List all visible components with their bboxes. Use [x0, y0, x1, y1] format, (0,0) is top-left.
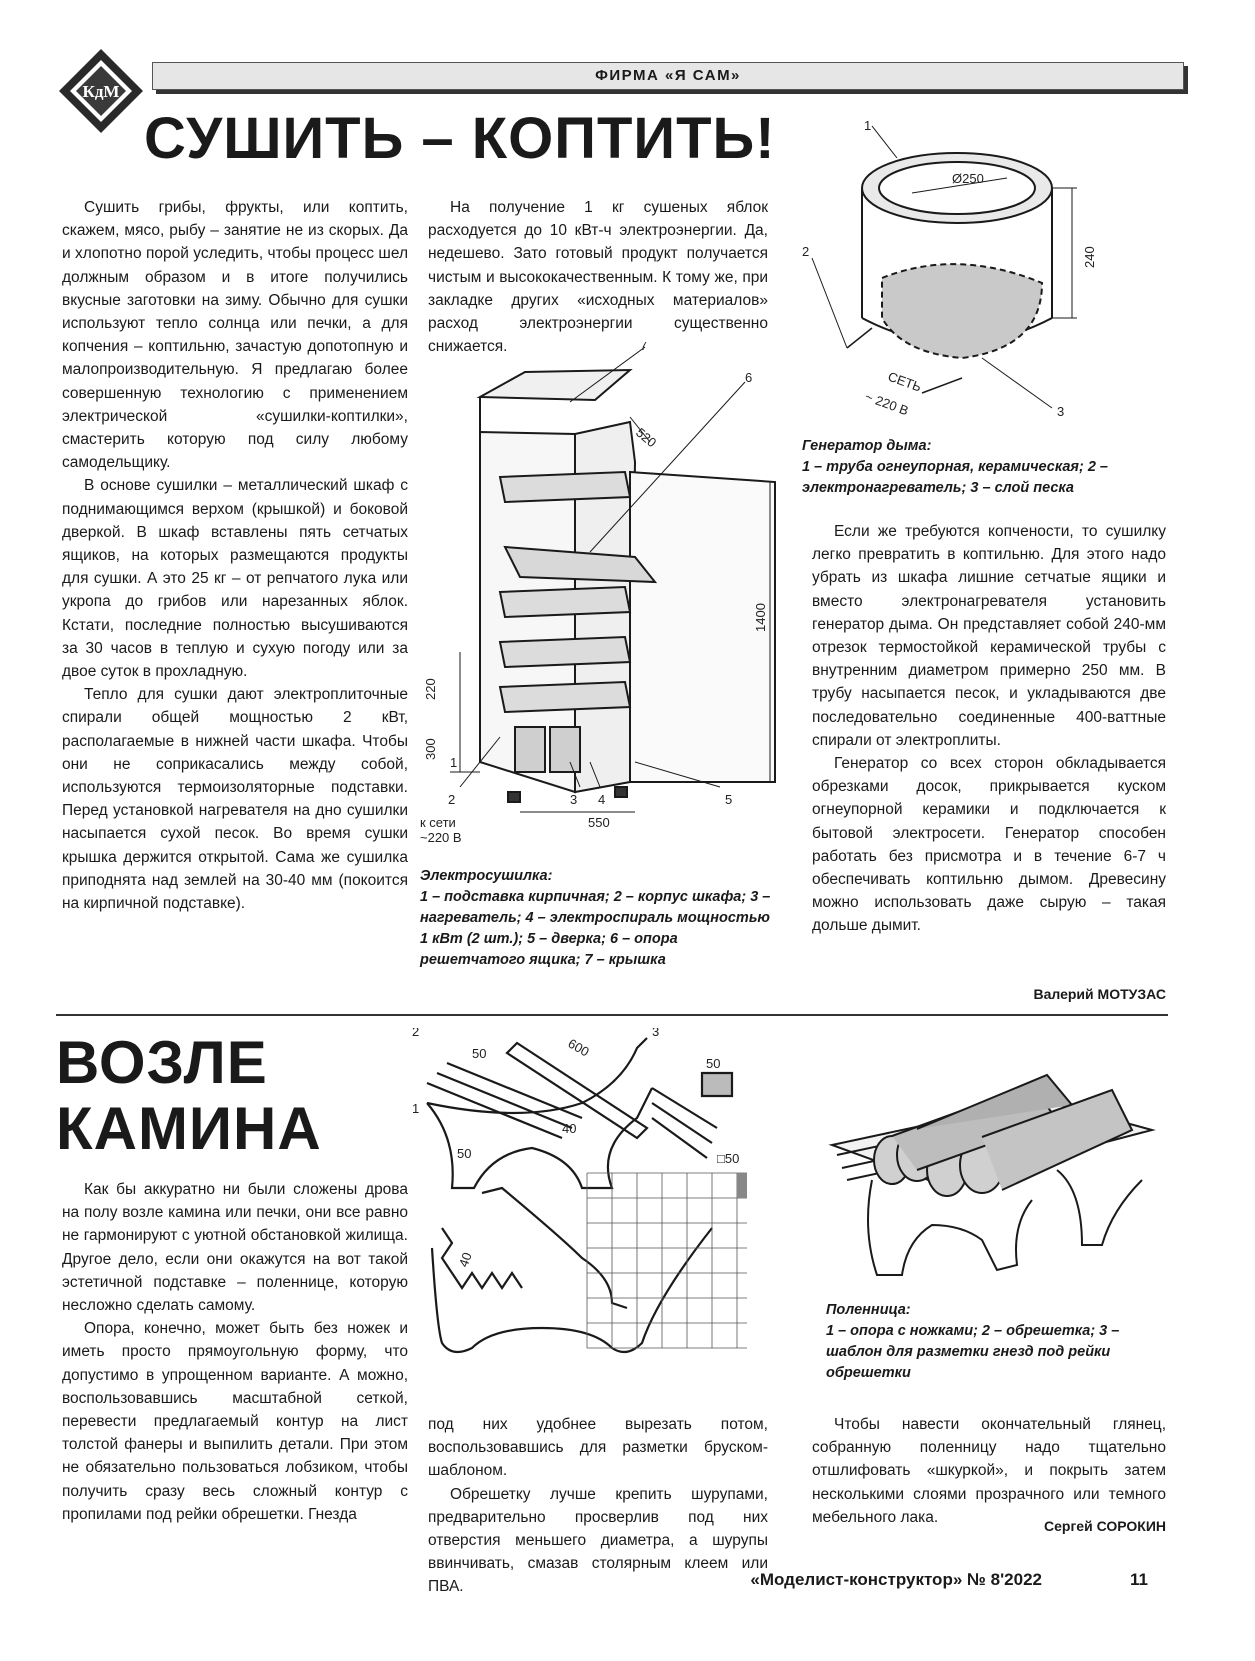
rack-dim-40b: 40 [455, 1250, 475, 1270]
rack-dim-50c: 50 [457, 1146, 472, 1161]
rack-dim-50b: 50 [706, 1056, 721, 1071]
paragraph: На получение 1 кг сушеных яблок расходуется до 10 кВт-ч электроэнергии. Да, недешево. Зато готовый продукт получается чистым и высококачественным. К тому же, при закладке других «исходных материалов» расход электроэнергии существенно снижается. [428, 199, 768, 356]
paragraph: Тепло для сушки дают электроплиточные спирали общей мощностью 2 кВт, располагаемые в нижней части шкафа. Чтобы они не соприкасались между собой, используются термоизоляторные подставки. Перед установкой нагревателя на дно сушилки насыпается сухой песок. Во время сушки крышка держится открытой. Сама же сушилка приподнята над землей на 30-40 мм (покоится на кирпичной подставке). [62, 686, 408, 913]
smoke-mains-label-1: СЕТЬ [885, 368, 924, 395]
wood-rack-drawing [412, 1028, 792, 1398]
paragraph: В основе сушилки – металлический шкаф с поднимающимся верхом (крышкой) и боковой дверкой. В шкаф вставлены пять сетчатых ящиков, на которых размещаются продукты для сушки. А это 25 кг – от репчатого лука или укропа до грибов или нарезанных яблок. Кстати, последние полностью высушиваются за 30 часов в теплую и сухую погоду или за двое суток в прохладную. [62, 477, 408, 681]
paragraph: Сушить грибы, фрукты, или коптить, скажем, мясо, рыбу – занятие не из скорых. Да и хлопотно порой уследить, чтобы процесс шел должным образом и в итоге получились вкусные заготовки на зиму. Обычно для сушки используют тепло солнца или печки, а для копчения – коптильню, зачастую допотопную и малопроизводительную. Я предлагаю более совершенную технологию с применением электрической «сушилки-коптилки», смастерить которую под силу любому самодельщику. [62, 199, 408, 472]
article1-author: Валерий МОТУЗАС [1033, 986, 1166, 1002]
smoke-callout-2: 2 [802, 244, 810, 259]
section-title-bar [152, 62, 1184, 90]
dim-220: 220 [423, 678, 438, 700]
callout-7: 7 [640, 342, 648, 353]
callout-3: 3 [570, 792, 578, 807]
smoke-mains-label-2: ~ 220 В [862, 388, 911, 419]
callout-5: 5 [725, 792, 733, 807]
rack-caption-title: Поленница: [826, 1302, 911, 1318]
rack-caption [826, 1300, 1166, 1384]
article1-column1 [62, 196, 408, 915]
dim-300: 300 [423, 738, 438, 760]
rack-caption-text: 1 – опора с ножками; 2 – обрешетка; 3 – шаблон для разметки гнезд под рейки обрешетки [826, 1323, 1120, 1381]
article-divider [56, 1014, 1168, 1016]
article2-column3 [812, 1413, 1166, 1529]
article2-title-line2: КАМИНА [56, 1095, 322, 1162]
diameter-label: Ø250 [952, 171, 984, 186]
paragraph: Опора, конечно, может быть без ножек и иметь просто прямоугольную форму, что допустимо в упрощенном варианте. А можно, воспользовавшись масштабной сеткой, перевести предлагаемый контур на лист толстой фанеры и выпилить детали. При этом не обязательно пользоваться лобзиком, чтобы получить сразу весь сложный контур с пропилами под рейки обрешетки. Гнезда [62, 1320, 408, 1523]
wood-rack-perspective [812, 1060, 1162, 1290]
paragraph: Генератор со всех сторон обкладывается обрезками досок, прикрывается куском огнеупорной керамики и подключается к бытовой электросети. Генератор способен работать без присмотра и в течение 6-7 ч обеспечивать коптильню дымом. Древесину можно использовать даже сырую – такая дольше дымит. [812, 755, 1166, 935]
article1-column2 [428, 196, 768, 358]
article2-column1 [62, 1178, 408, 1526]
paragraph: под них удобнее вырезать потом, воспользовавшись для разметки бруском-шаблоном. [428, 1416, 768, 1480]
smoke-caption-text: 1 – труба огнеупорная, керамическая; 2 – электронагреватель; 3 – слой песка [802, 459, 1108, 496]
logo-text: КдМ [82, 82, 120, 101]
dryer-drawing [420, 342, 792, 872]
rack-callout-2: 2 [412, 1028, 420, 1039]
rack-callout-1: 1 [412, 1101, 420, 1116]
mains-label-2: ~220 В [420, 830, 462, 845]
height-label: 240 [1082, 246, 1097, 268]
rack-dim-grid: □50 [717, 1151, 740, 1166]
magazine-footer: «Моделист-конструктор» № 8'2022 [750, 1570, 1042, 1589]
callout-2: 2 [448, 792, 456, 807]
paragraph: Чтобы навести окончательный глянец, собранную поленницу надо тщательно отшлифовать «шкуркой», и покрыть затем несколькими слоями прозрачного или темного мебельного лака. [812, 1416, 1166, 1526]
rack-callout-3: 3 [652, 1028, 660, 1039]
dim-520: 520 [633, 424, 660, 451]
page-number: 11 [1130, 1570, 1148, 1589]
article2-title [56, 1030, 322, 1162]
dim-550: 550 [588, 815, 610, 830]
article1-title: СУШИТЬ – КОПТИТЬ! [144, 106, 776, 171]
smoke-generator-drawing [802, 118, 1147, 428]
article2-title-line1: ВОЗЛЕ [56, 1029, 268, 1096]
article1-column3 [812, 520, 1166, 938]
callout-6: 6 [745, 370, 753, 385]
magazine-logo [56, 46, 146, 136]
rack-dim-600: 600 [565, 1035, 592, 1060]
rack-dim-40a: 40 [562, 1121, 577, 1136]
smoke-caption [802, 436, 1162, 499]
paragraph: Если же требуются копчености, то сушилку легко превратить в коптильню. Для этого надо убрать из шкафа лишние сетчатые ящики и вместо электронагревателя установить генератор дыма. Он представляет собой 240-мм отрезок термостойкой керамической трубы с внутренним диаметром примерно 250 мм. В трубу насыпается песок, и укладываются две последовательно соединенные 400-ваттные спирали от электроплиты. [812, 523, 1166, 749]
dim-1400: 1400 [753, 603, 768, 632]
smoke-callout-3: 3 [1057, 404, 1065, 419]
article2-author: Сергей СОРОКИН [1044, 1518, 1166, 1534]
paragraph: Как бы аккуратно ни были сложены дрова на полу возле камина или печки, они все равно не гармонируют с уютной обстановкой жилища. Другое дело, если они окажутся на вот такой эстетичной подставке – поленнице, которую несложно сделать самому. [62, 1181, 408, 1315]
smoke-caption-title: Генератор дыма: [802, 438, 932, 454]
section-title: ФИРМА «Я САМ» [595, 67, 741, 84]
callout-4: 4 [598, 792, 606, 807]
callout-1: 1 [450, 755, 458, 770]
dryer-caption [420, 866, 782, 971]
rack-dim-50a: 50 [472, 1046, 487, 1061]
mains-label-1: к сети [420, 815, 456, 830]
dryer-caption-text: 1 – подставка кирпичная; 2 – корпус шкафа; 3 – нагреватель; 4 – электроспираль мощностью 1 кВт (2 шт.); 5 – дверка; 6 – опора решетчатого ящика; 7 – крышка [420, 889, 771, 968]
smoke-callout-1: 1 [864, 118, 872, 133]
paragraph: Обрешетку лучше крепить шурупами, предварительно просверлив под них отверстия меньшего диаметра, а шурупы ввинчивать, смазав столярным клеем или ПВА. [428, 1485, 768, 1596]
dryer-caption-title: Электросушилка: [420, 868, 553, 884]
